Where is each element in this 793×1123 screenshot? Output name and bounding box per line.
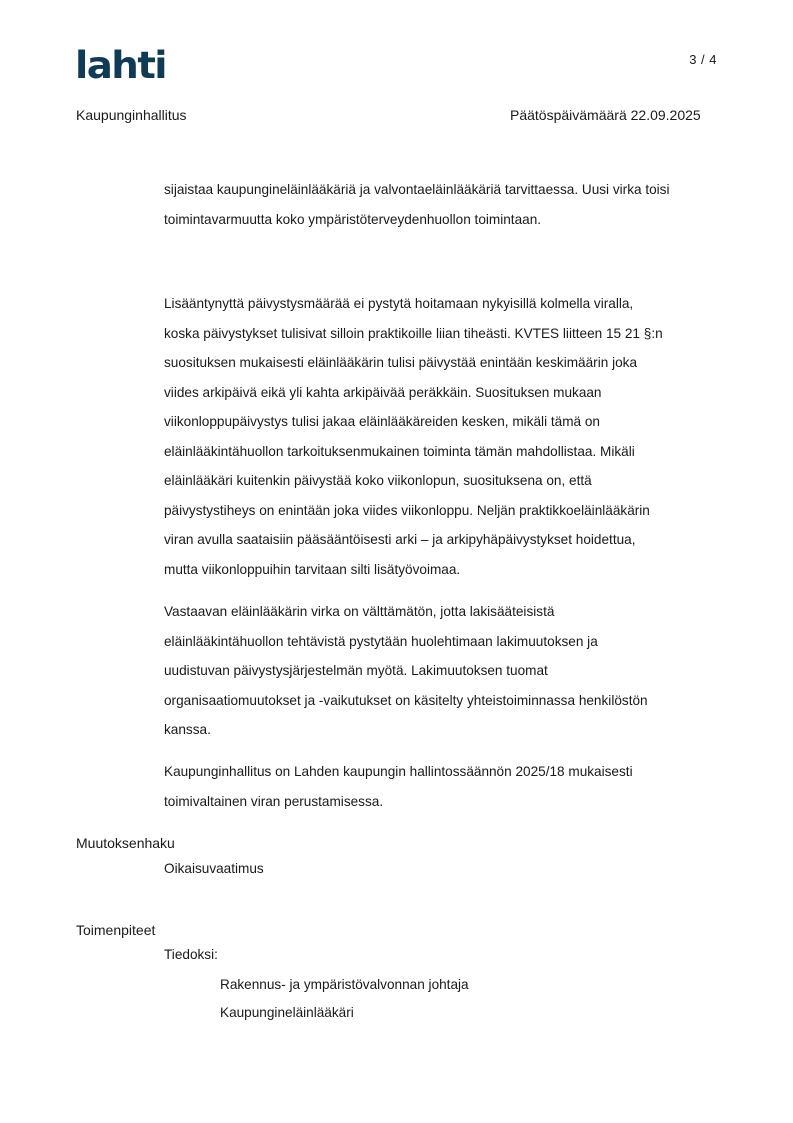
organization-name: Kaupunginhallitus [76, 107, 187, 123]
text-line: viikonloppupäivystys tulisi jakaa eläinlääkäreiden kesken, mikäli tämä on [164, 414, 600, 429]
decision-date: Päätöspäivämäärä 22.09.2025 [510, 107, 701, 123]
paragraph-1 [164, 175, 724, 234]
paragraph-3 [164, 597, 724, 745]
text-line: viran avulla saataisiin pääsääntöisesti arki – ja arkipyhäpäivystykset hoidettua, [164, 532, 636, 547]
text-line: suosituksen mukaisesti eläinlääkärin tulisi päivystää enintään keskimäärin joka [164, 355, 638, 370]
lahti-logo-icon [75, 48, 167, 82]
text-line: organisaatiomuutokset ja -vaikutukset on käsitelty yhteistoiminnassa henkilöstön [164, 692, 648, 708]
text-line: eläinlääkäri kuitenkin päivystää koko viikonlopun, suosituksena on, että [164, 473, 592, 488]
text-line: eläinlääkintähuollon tarkoituksenmukainen toiminta tämän mahdollistaa. Mikäli [164, 443, 635, 459]
recipient-item: Kaupungineläinlääkäri [220, 1005, 354, 1020]
paragraph-2 [164, 289, 724, 584]
text-line: sijaistaa kaupungineläinlääkäriä ja valvontaeläinlääkäriä tarvittaessa. Uusi virka toisi [164, 182, 670, 197]
text-line: päivystystiheys on enintään joka viides viikonloppu. Neljän praktikkoeläinlääkärin [164, 502, 650, 518]
text-line: viides arkipäivä eikä yli kahta arkipäivää peräkkäin. Suosituksen mukaan [164, 384, 602, 400]
actions-heading: Toimenpiteet [76, 922, 156, 938]
text-line: kanssa. [164, 722, 211, 737]
appeal-value: Oikaisuvaatimus [164, 861, 264, 876]
actions-label: Tiedoksi: [164, 947, 218, 962]
text-line: Lisääntynyttä päivystysmäärää ei pystytä hoitamaan nykyisillä kolmella viralla, [164, 296, 634, 311]
text-line: Vastaavan eläinlääkärin virka on välttämätön, jotta lakisääteisistä [164, 604, 555, 619]
svg-text:lahti: lahti [75, 48, 166, 82]
text-line: eläinlääkintähuollon tehtävistä pystytään huolehtimaan lakimuutoksen ja [164, 633, 598, 649]
appeal-heading: Muutoksenhaku [76, 835, 175, 851]
text-line: toimintavarmuutta koko ympäristöterveydenhuollon toimintaan. [164, 211, 542, 227]
text-line: toimivaltainen viran perustamisessa. [164, 793, 384, 809]
text-line: koska päivystykset tulisivat silloin praktikoille liian tiheästi. KVTES liitteen 15 21 §:n [164, 325, 663, 341]
page-number: 3 / 4 [689, 52, 717, 67]
paragraph-4 [164, 757, 724, 816]
lahti-logo [75, 48, 167, 82]
text-line: uudistuvan päivystysjärjestelmän myötä. Lakimuutoksen tuomat [164, 663, 548, 678]
recipient-item: Rakennus- ja ympäristövalvonnan johtaja [220, 977, 469, 992]
text-line: mutta viikonloppuihin tarvitaan silti lisätyövoimaa. [164, 561, 461, 577]
text-line: Kaupunginhallitus on Lahden kaupungin hallintossäännön 2025/18 mukaisesti [164, 764, 633, 779]
